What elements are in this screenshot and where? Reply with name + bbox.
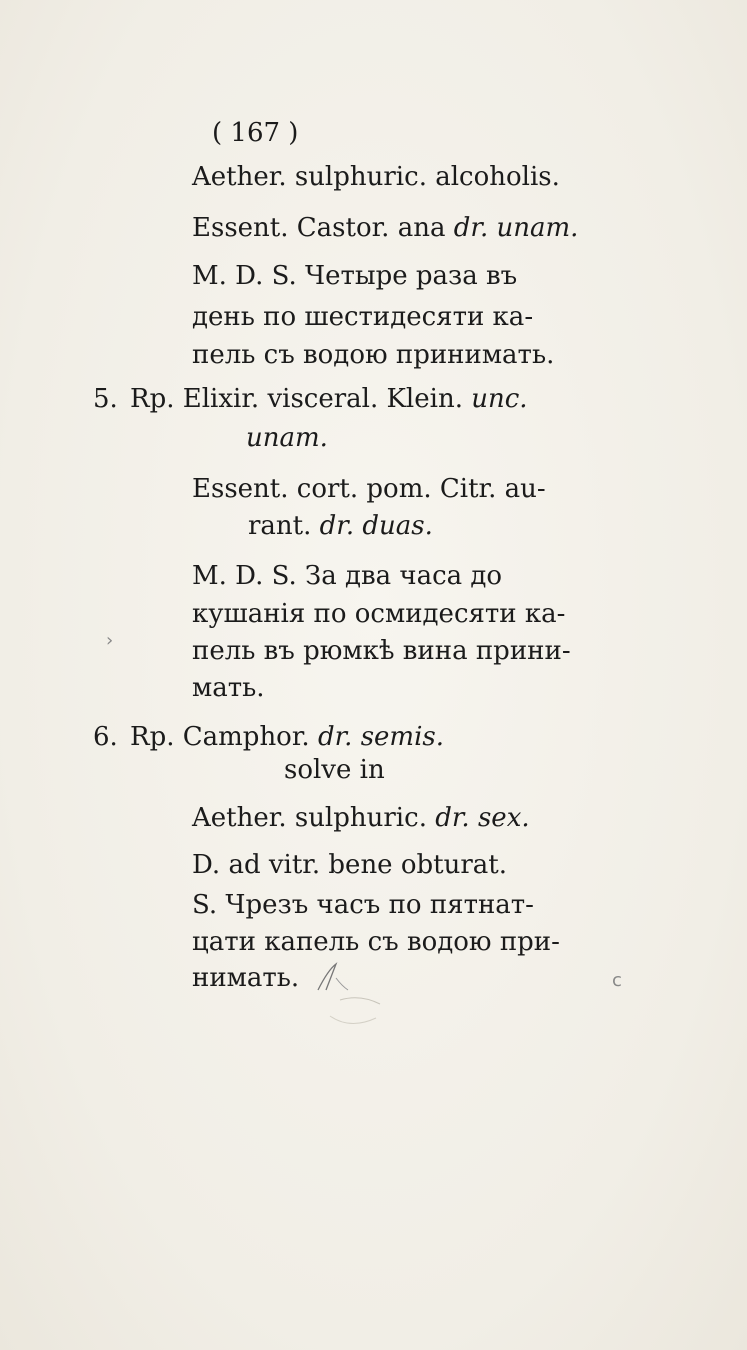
text-line: кушанія по осмидесяти ка- — [192, 599, 566, 629]
text-span-italic: dr. semis. — [317, 722, 445, 752]
text-line: мать. — [192, 673, 265, 703]
text-line: Essent. cort. pom. Citr. au- — [192, 474, 546, 504]
text-line: unam. — [246, 423, 328, 453]
text-line: M. D. S. Четыре раза въ — [192, 261, 518, 291]
text-span-italic: dr. sex. — [435, 803, 530, 833]
text-line: S. Чрезъ часъ по пятнат- — [192, 890, 534, 920]
text-line — [192, 803, 530, 833]
text-span-italic: dr. duas. — [319, 511, 433, 541]
page-number: ( 167 ) — [212, 118, 299, 148]
text-line — [130, 722, 444, 752]
text-span: Rp. Elixir. visceral. Klein. — [130, 384, 472, 414]
text-line: Aether. sulphuric. alcoholis. — [192, 162, 560, 192]
text-line: M. D. S. За два часа до — [192, 561, 503, 591]
text-span: Essent. Castor. ana — [192, 213, 454, 243]
text-line: D. ad vitr. bene obturat. — [192, 850, 507, 880]
text-span: Rp. Camphor. — [130, 722, 318, 752]
text-line: цати капель съ водою при- — [192, 927, 560, 957]
text-line: пель съ водою принимать. — [192, 340, 555, 370]
recipe-number: 6. — [93, 722, 118, 752]
pencil-scribble-icon — [300, 960, 420, 1040]
text-line — [192, 213, 578, 243]
text-span: rant. — [248, 511, 320, 541]
margin-mark: c — [612, 970, 622, 991]
text-span: Aether. sulphuric. — [192, 803, 436, 833]
text-line: нимать. — [192, 963, 300, 993]
text-span-italic: unc. — [471, 384, 528, 414]
text-span-italic: dr. unam. — [453, 213, 579, 243]
text-line: solve in — [284, 755, 385, 785]
text-line: пель въ рюмкѣ вина прини- — [192, 636, 571, 666]
text-line: день по шестидесяти ка- — [192, 302, 534, 332]
recipe-number: 5. — [93, 384, 118, 414]
text-line — [130, 384, 528, 414]
margin-mark: › — [106, 630, 114, 651]
text-line — [248, 511, 433, 541]
